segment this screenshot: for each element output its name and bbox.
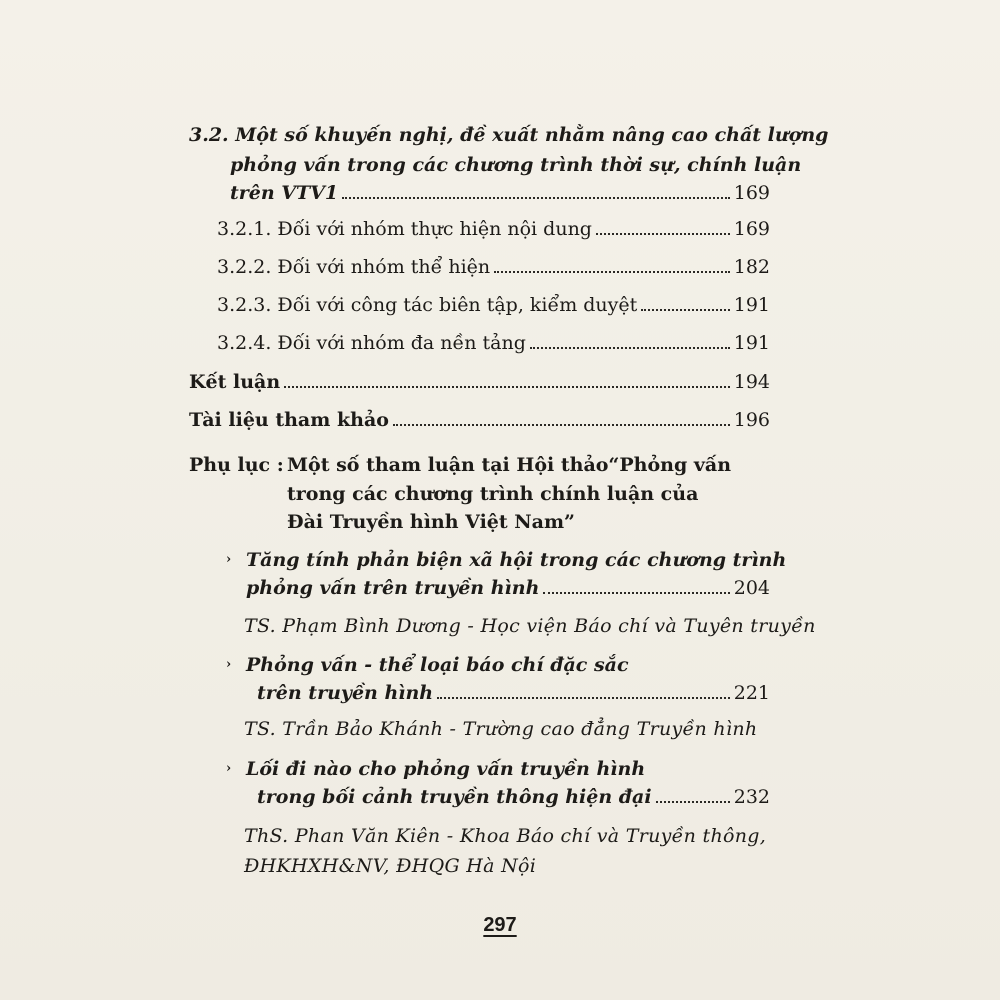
leader-dots [342, 197, 730, 199]
toc-entry-article3: trong bối cảnh truyền thông hiện đại 232 [257, 786, 770, 808]
toc-entry-article1: phỏng vấn trên truyền hình 204 [246, 577, 770, 599]
page-ref: 232 [733, 786, 770, 808]
toc-entry-article2: trên truyền hình 221 [257, 682, 770, 704]
chevron-right-icon: › [226, 761, 232, 776]
toc-appendix-line2: trong các chương trình chính luận của [287, 483, 699, 505]
leader-dots [543, 592, 729, 594]
leader-dots [284, 386, 730, 388]
chevron-right-icon: › [226, 552, 232, 567]
toc-3-2-line1: 3.2. Một số khuyến nghị, đề xuất nhằm nâng cao chất lượng [189, 124, 829, 146]
page-ref: 169 [733, 182, 770, 204]
toc-entry-references: Tài liệu tham khảo 196 [189, 409, 770, 431]
leader-dots [656, 801, 730, 803]
leader-dots [437, 697, 730, 699]
toc-entry-3-2-3: 3.2.3. Đối với công tác biên tập, kiểm duyệt 191 [217, 294, 770, 316]
toc-article1-author: TS. Phạm Bình Dương - Học viện Báo chí và Tuyên truyền [244, 615, 816, 637]
toc-entry-3-2-1: 3.2.1. Đối với nhóm thực hiện nội dung 169 [217, 218, 770, 240]
toc-article3-author-line1: ThS. Phan Văn Kiên - Khoa Báo chí và Truyền thông, [244, 825, 767, 847]
leader-dots [393, 424, 730, 426]
page-ref: 196 [733, 409, 770, 431]
toc-entry-3-2: trên VTV1 169 [230, 182, 770, 204]
leader-dots [641, 309, 729, 311]
toc-article3-line1: Lối đi nào cho phỏng vấn truyền hình [246, 758, 646, 780]
page-number: 297 [483, 914, 517, 936]
toc-article3-author-line2: ĐHKHXH&NV, ĐHQG Hà Nội [244, 855, 537, 877]
toc-article2-line1: Phỏng vấn - thể loại báo chí đặc sắc [246, 654, 629, 676]
leader-dots [596, 233, 730, 235]
leader-dots [494, 271, 730, 273]
page-ref: 191 [733, 332, 770, 354]
toc-appendix-prefix: Phụ lục : [189, 454, 284, 476]
page-ref: 182 [733, 256, 770, 278]
page-ref: 191 [733, 294, 770, 316]
toc-entry-3-2-2: 3.2.2. Đối với nhóm thể hiện 182 [217, 256, 770, 278]
toc-3-2-line2: phỏng vấn trong các chương trình thời sự, chính luận [230, 154, 802, 176]
toc-appendix-line3: Đài Truyền hình Việt Nam” [287, 511, 575, 533]
page-ref: 204 [733, 577, 770, 599]
page-ref: 221 [733, 682, 770, 704]
leader-dots [530, 347, 730, 349]
toc-article2-author: TS. Trần Bảo Khánh - Trường cao đẳng Truyền hình [244, 718, 758, 740]
toc-appendix-line1: Một số tham luận tại Hội thảo“Phỏng vấn [287, 454, 732, 476]
page-ref: 194 [733, 371, 770, 393]
toc-article1-line1: Tăng tính phản biện xã hội trong các chương trình [246, 549, 787, 571]
page-ref: 169 [733, 218, 770, 240]
toc-entry-conclusion: Kết luận 194 [189, 371, 770, 393]
chevron-right-icon: › [226, 657, 232, 672]
toc-entry-3-2-4: 3.2.4. Đối với nhóm đa nền tảng 191 [217, 332, 770, 354]
